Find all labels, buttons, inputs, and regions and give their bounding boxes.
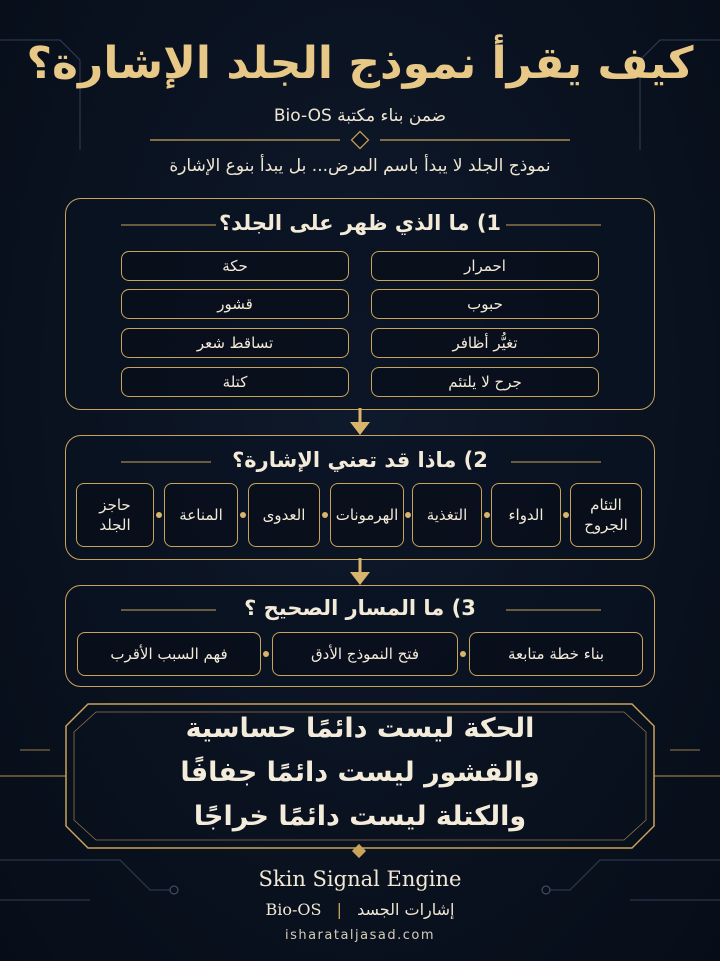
sign-nail-change: تغيُّر أظافر	[371, 328, 599, 358]
path-understand-cause: فهم السبب الأقرب	[77, 632, 261, 676]
meaning-medication: الدواء	[491, 483, 561, 547]
separator-dot	[322, 512, 328, 518]
brand-bio-os: Bio-OS	[265, 900, 322, 919]
tagline: نموذج الجلد لا يبدأ باسم المرض... بل يبدأ بنوع الإشارة	[169, 156, 551, 176]
meaning-wound-healing: التئام الجروح	[570, 483, 642, 547]
sign-redness: احمرار	[371, 251, 599, 281]
brand-separator: |	[336, 900, 342, 919]
conclusion-line-1: الحكة ليست دائمًا حساسية	[185, 713, 535, 744]
section-3-title-rule	[66, 596, 656, 636]
section-1-title-rule	[66, 211, 656, 251]
separator-dot	[240, 512, 246, 518]
section-skin-signs	[65, 198, 655, 410]
brand-line	[0, 900, 720, 919]
sign-lump: كتلة	[121, 367, 349, 397]
arrow-down-icon	[345, 558, 375, 588]
separator-dot	[484, 512, 490, 518]
page-title: كيف يقرأ نموذج الجلد الإشارة؟	[26, 38, 694, 89]
separator-dot	[156, 512, 162, 518]
path-follow-up-plan: بناء خطة متابعة	[469, 632, 643, 676]
meaning-nutrition: التغذية	[412, 483, 482, 547]
sign-hair-loss: تساقط شعر	[121, 328, 349, 358]
meaning-hormones: الهرمونات	[330, 483, 404, 547]
brand-arabic: إشارات الجسد	[357, 900, 455, 919]
path-open-precise-model: فتح النموذج الأدق	[272, 632, 458, 676]
section-2-title: 2) ماذا قد تعني الإشارة؟	[232, 448, 488, 472]
arrow-down-icon	[345, 408, 375, 438]
sign-scales: قشور	[121, 289, 349, 319]
separator-dot	[263, 651, 269, 657]
conclusion-line-2: والقشور ليست دائمًا جفافًا	[180, 757, 540, 788]
engine-name: Skin Signal Engine	[258, 867, 462, 891]
website-link[interactable]: isharataljasad.com	[284, 928, 436, 943]
sign-pimples: حبوب	[371, 289, 599, 319]
section-3-title: 3) ما المسار الصحيح ؟	[244, 596, 476, 620]
section-1-title: 1) ما الذي ظهر على الجلد؟	[218, 211, 502, 235]
meaning-skin-barrier: حاجز الجلد	[76, 483, 154, 547]
separator-dot	[405, 512, 411, 518]
separator-dot	[460, 651, 466, 657]
sign-non-healing-wound: جرح لا يلتئم	[371, 367, 599, 397]
meaning-infection: العدوى	[248, 483, 320, 547]
sign-itching: حكة	[121, 251, 349, 281]
section-2-title-rule	[66, 448, 656, 488]
subtitle: ضمن بناء مكتبة Bio-OS	[273, 106, 447, 126]
meaning-immunity: المناعة	[164, 483, 238, 547]
conclusion-line-3: والكتلة ليست دائمًا خراجًا	[193, 801, 527, 832]
separator-dot	[563, 512, 569, 518]
